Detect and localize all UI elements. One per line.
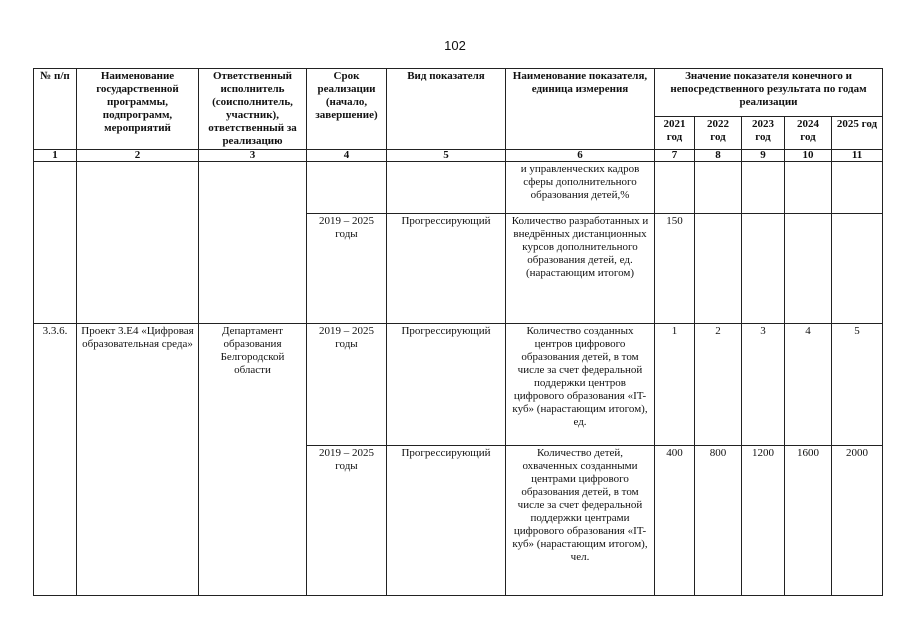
program-table [33,68,883,596]
cell-period: 2019 – 2025 годы [307,214,387,324]
cell-value: 400 [655,446,695,596]
cell-value [695,214,742,324]
table-row [34,162,883,214]
column-number-row [34,150,883,162]
cell-value: 4 [785,324,832,446]
cell-indicator-type: Прогрессирующий [387,446,506,596]
cell-value: 3 [742,324,785,446]
cell-value: 2 [695,324,742,446]
cell-num [34,162,77,324]
cell-indicator-name: Количество созданных центров цифрового образования детей, в том числе за счет федеральной поддержки центров цифрового образования «IT-куб» (нарастающим итогом), ед. [506,324,655,446]
cell-executor: Департамент образования Белгородской области [199,324,307,596]
cell-value: 2000 [832,446,883,596]
column-number: 2 [77,150,199,162]
header-num: № п/п [34,69,77,150]
cell-value [742,162,785,214]
cell-value: 1600 [785,446,832,596]
cell-num: 3.3.6. [34,324,77,596]
cell-value [785,162,832,214]
header-values-group: Значение показателя конечного и непосредственного результата по годам реализации [655,69,883,117]
column-number: 5 [387,150,506,162]
header-indicator-name: Наименование показателя, единица измерения [506,69,655,150]
header-year: 2024 год [785,116,832,149]
column-number: 3 [199,150,307,162]
column-number: 4 [307,150,387,162]
cell-program-name: Проект 3.Е4 «Цифровая образовательная среда» [77,324,199,596]
cell-indicator-name: и управленческих кадров сферы дополнительного образования детей,% [506,162,655,214]
table-row [34,324,883,446]
cell-value: 1 [655,324,695,446]
page-number: 102 [444,38,466,53]
cell-indicator-type [387,162,506,214]
header-period: Срок реализации (начало, завершение) [307,69,387,150]
column-number: 6 [506,150,655,162]
cell-value: 1200 [742,446,785,596]
header-indicator-type: Вид показателя [387,69,506,150]
cell-program-name [77,162,199,324]
cell-period [307,162,387,214]
cell-value [785,214,832,324]
column-number: 1 [34,150,77,162]
cell-value [742,214,785,324]
cell-value [655,162,695,214]
header-executor: Ответственный исполнитель (соисполнитель, участник), ответственный за реализацию [199,69,307,150]
cell-executor [199,162,307,324]
cell-indicator-type: Прогрессирующий [387,324,506,446]
header-year: 2022 год [695,116,742,149]
header-program-name: Наименование государственной программы, подпрограмм, мероприятий [77,69,199,150]
cell-value: 5 [832,324,883,446]
header-year: 2023 год [742,116,785,149]
header-year: 2025 год [832,116,883,149]
cell-indicator-name: Количество детей, охваченных созданными центрами цифрового образования детей, в том числе за счет федеральной поддержки центрами цифрового образования «IT-куб» (нарастающим итогом), чел. [506,446,655,596]
cell-value: 150 [655,214,695,324]
header-year: 2021 год [655,116,695,149]
column-number: 9 [742,150,785,162]
column-number: 7 [655,150,695,162]
cell-indicator-name: Количество разработанных и внедрённых дистанционных курсов дополнительного образования детей, ед. (нарастающим итогом) [506,214,655,324]
cell-value [695,162,742,214]
column-number: 10 [785,150,832,162]
cell-value [832,162,883,214]
column-number: 11 [832,150,883,162]
cell-value [832,214,883,324]
cell-period: 2019 – 2025 годы [307,446,387,596]
cell-period: 2019 – 2025 годы [307,324,387,446]
column-number: 8 [695,150,742,162]
cell-indicator-type: Прогрессирующий [387,214,506,324]
cell-value: 800 [695,446,742,596]
